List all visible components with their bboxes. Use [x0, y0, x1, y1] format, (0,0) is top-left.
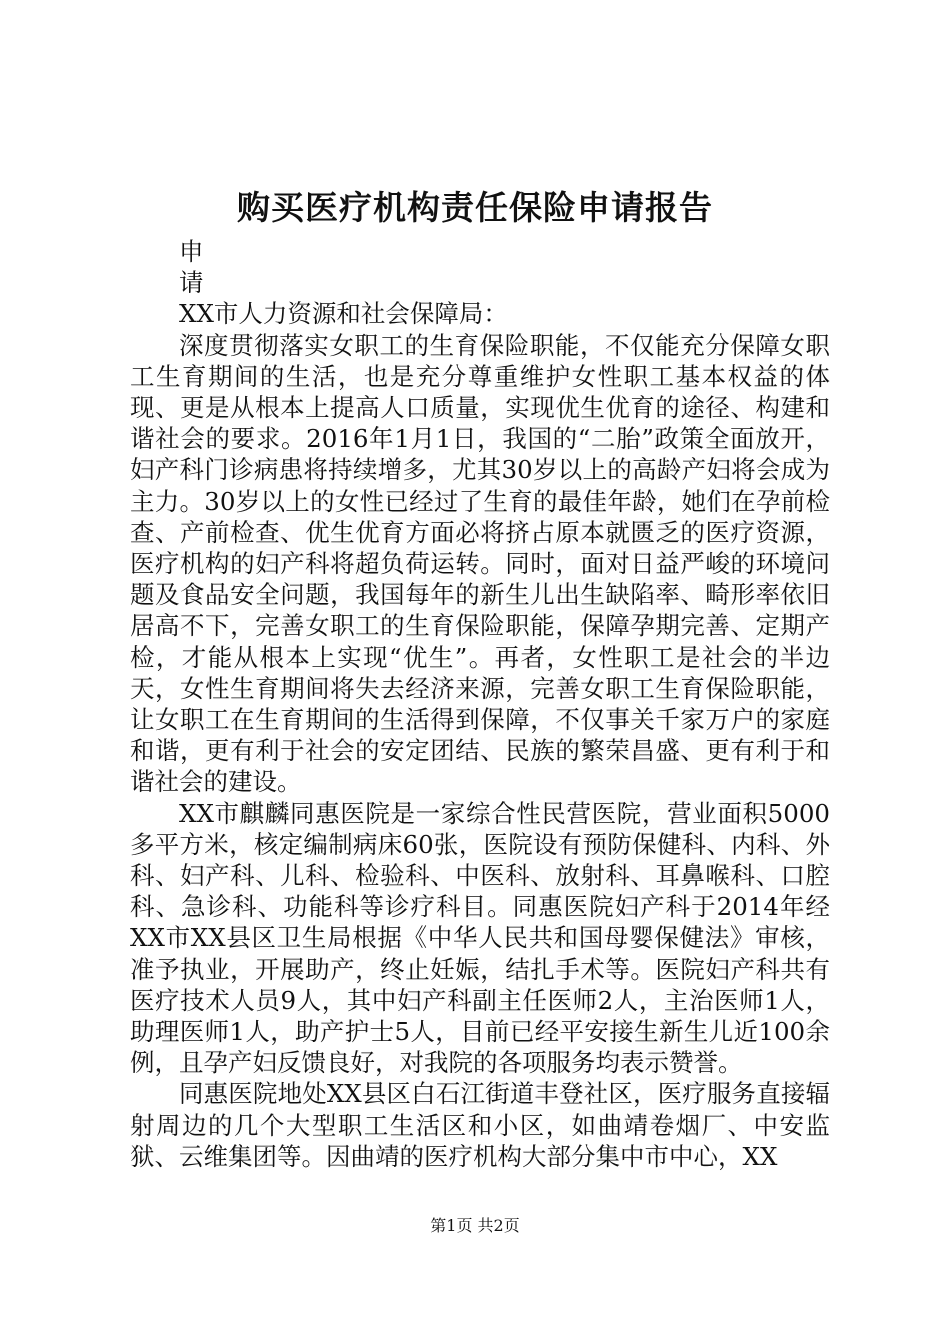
heading-line-2: 请 — [179, 268, 204, 298]
heading-line-1: 申 — [179, 237, 204, 266]
paragraph-2: XX市麒麟同惠医院是一家综合性民营医院，营业面积5000多平方米，核定编制病床60张，医院设有预防保健科、内科、外科、妇产科、儿科、检验科、中医科、放射科、耳鼻喉科、口腔科、急诊科、功能科等诊疗科目。同惠医院妇产科于2014年经XX市XX县区卫生局根据《中华人民共和国母婴保健法》审核，准予执业，开展助产，终止妊娠，结扎手术等。医院妇产科共有医疗技术人员9人，其中妇产科副主任医师2人，主治医师1人，助理医师1人，助产护士5人，目前已经平安接生新生儿近100余例，且孕产妇反馈良好，对我院的各项服务均表示赞誉。 — [130, 798, 830, 1078]
paragraph-3: 同惠医院地处XX县区白石江街道丰登社区，医疗服务直接辐射周边的几个大型职工生活区和小区，如曲靖卷烟厂、中安监狱、云维集团等。因曲靖的医疗机构大部分集中市中心，XX — [130, 1079, 830, 1171]
salutation: XX市人力资源和社会保障局： — [179, 299, 508, 329]
page-footer: 第1页 共2页 — [430, 1216, 520, 1235]
document-title: 购买医疗机构责任保险申请报告 — [237, 188, 713, 227]
document-body — [130, 236, 830, 1172]
heading-stack — [130, 236, 830, 298]
paragraph-1: 深度贯彻落实女职工的生育保险职能，不仅能充分保障女职工生育期间的生活，也是充分尊重维护女性职工基本权益的体现、更是从根本上提高人口质量，实现优生优育的途径、构建和谐社会的要求。2016年1月1日，我国的“二胎”政策全面放开，妇产科门诊病患将持续增多，尤其30岁以上的高龄产妇将会成为主力。30岁以上的女性已经过了生育的最佳年龄，她们在孕前检查、产前检查、优生优育方面必将挤占原本就匮乏的医疗资源，医疗机构的妇产科将超负荷运转。同时，面对日益严峻的环境问题及食品安全问题，我国每年的新生儿出生缺陷率、畸形率依旧居高不下，完善女职工的生育保险职能，保障孕期完善、定期产检，才能从根本上实现“优生”。再者，女性职工是社会的半边天，女性生育期间将失去经济来源，完善女职工生育保险职能，让女职工在生育期间的生活得到保障，不仅事关千家万户的家庭和谐，更有利于社会的安定团结、民族的繁荣昌盛、更有利于和谐社会的建设。 — [130, 330, 830, 797]
